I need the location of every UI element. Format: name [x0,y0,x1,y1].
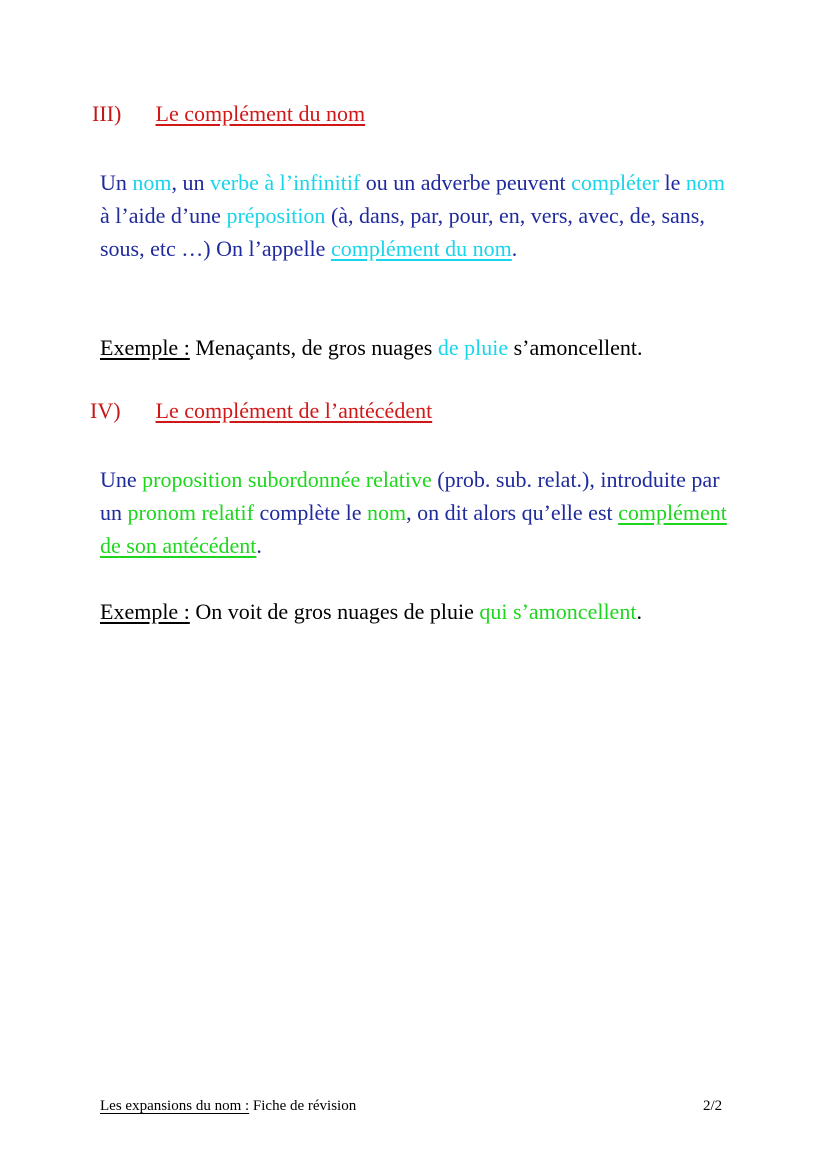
text-run: nom [132,170,172,195]
text-run: (prob. sub. relat.), introduite par un [100,467,720,525]
section-3-number: III) [92,101,122,126]
text-run: nom [685,170,726,195]
section-3-title: Le complément du nom [155,101,366,126]
text-run: On voit de gros nuages de pluie [189,599,480,624]
section-4-example [100,595,642,628]
example-label: Exemple : [100,599,190,624]
section-4-heading [90,398,432,424]
text-run: à l’aide d’une [100,203,227,228]
text-run: nom [366,500,407,525]
text-run: . [636,599,642,624]
page-number: 2/2 [703,1098,723,1114]
text-run: de pluie [437,335,509,360]
text-run: (à, dans, par, pour, en, vers, avec, de, sans, sous, etc …) On l’appelle [100,203,705,261]
section-4-number: IV) [90,398,121,423]
text-run: complément de son antécédent [100,500,727,558]
section-3-heading [92,101,365,127]
text-run: Un [100,170,133,195]
section-3-paragraph [100,166,740,265]
text-run: pronom relatif [127,500,254,525]
text-run: ou un adverbe peuvent [360,170,572,195]
text-run: verbe à l’infinitif [210,170,361,195]
text-run: complément du nom [330,236,512,261]
text-run: qui s’amoncellent [479,599,637,624]
text-run: le [659,170,686,195]
footer-doc-title: Les expansions du nom : [100,1098,250,1114]
example-label: Exemple : [100,335,190,360]
footer-subtitle: Fiche de révision [249,1098,357,1114]
section-3-example [100,331,643,364]
text-run: . [511,236,518,261]
text-run: complète le [253,500,367,525]
text-run: préposition [226,203,326,228]
text-run: , on dit alors qu’elle est [406,500,619,525]
section-4-title: Le complément de l’antécédent [155,398,433,423]
text-run: compléter [571,170,660,195]
text-run: proposition subordonnée relative [142,467,432,492]
section-4-paragraph [100,463,740,562]
text-run: . [256,533,262,558]
text-run: Menaçants, de gros nuages [189,335,438,360]
footer-title [100,1098,356,1115]
text-run: Une [100,467,143,492]
text-run: , un [171,170,211,195]
text-run: s’amoncellent. [508,335,643,360]
